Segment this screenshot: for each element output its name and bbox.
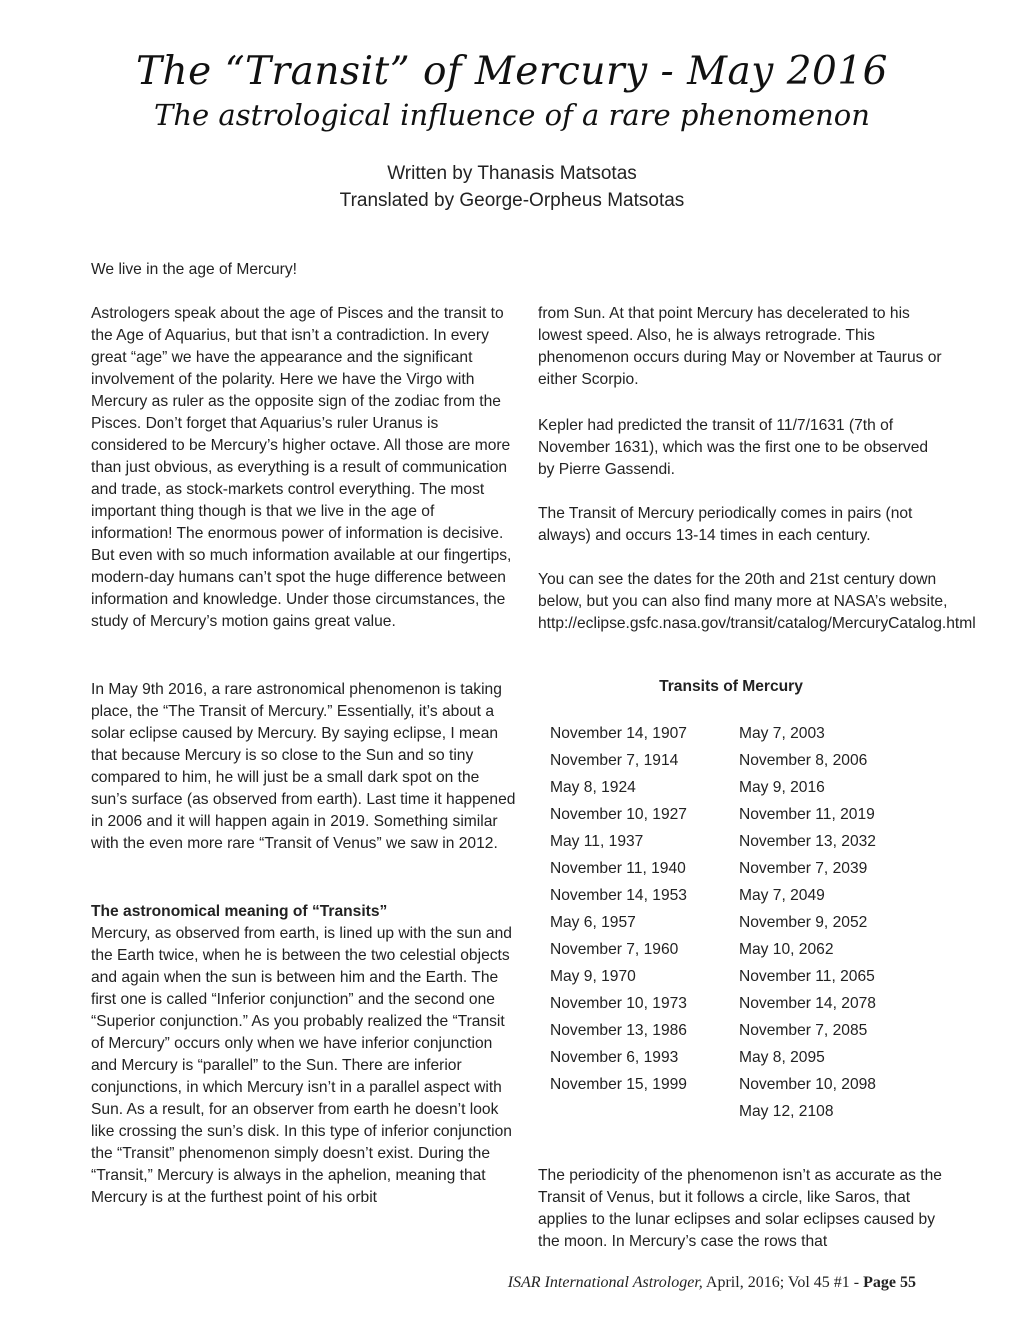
transit-date: May 6, 1957 xyxy=(550,914,636,931)
age-of-mercury-paragraph: Astrologers speak about the age of Pisces and the transit to the Age of Aquarius, but that isn’t a contradiction. In every great “age” we have the appearance and the significant involvement of the polarity. Here we have the Virgo with Mercury as ruler as the opposite sign of the zodiac from the Pisces. Don’t forget that Aquarius’s ruler Uranus is considered to be Mercury’s higher octave. All those are more than just obvious, as everything is a result of communication and trade, as stock-markets control everything. The most important thing though is that we live in the age of information! The enormous power of information is decisive. But even with so much information available at our fingertips, modern-day humans can’t spot the huge difference between information and knowledge. Under those circumstances, the study of Mercury’s motion gains great value. xyxy=(91,305,512,630)
transit-date: November 10, 2098 xyxy=(739,1076,876,1093)
continued-paragraph: from Sun. At that point Mercury has decelerated to his lowest speed. Also, he is always retrograde. This phenomenon occurs during May or November at Taurus or either Scorpio. xyxy=(538,305,942,388)
saros-paragraph: The periodicity of the phenomenon isn’t as accurate as the Transit of Venus, but it follows a circle, like Saros, that applies to the lunar eclipses and solar eclipses caused by the moon. In Mercury’s case the rows that xyxy=(538,1167,942,1250)
phenomenon-paragraph: In May 9th 2016, a rare astronomical phenomenon is taking place, the “The Transit of Mercury.” Essentially, it’s about a solar eclipse caused by Mercury. By saying eclipse, I mean that because Mercury is so close to the Sun and so tiny compared to him, he will just be a small dark spot on the sun’s surface (as observed from earth). Last time it happened in 2006 and it will happen again in 2019. Something similar with the even more rare “Transit of Venus” we saw in 2012. xyxy=(91,681,516,852)
transit-date: May 9, 2016 xyxy=(739,779,825,796)
transits-column-21st-century xyxy=(739,720,919,1125)
astronomical-meaning-paragraph: Mercury, as observed from earth, is lined up with the sun and the Earth twice, when he is between the two celestial objects and again when the sun is between him and the Earth. The first one is called “Inferior conjunction” and the second one “Superior conjunction.” As you probably realized the “Transit of Mercury” occurs only when we have inferior conjunction and Mercury is “parallel” to the Sun. There are inferior conjunctions, in which Mercury isn’t in a parallel aspect with Sun. As a result, for an observer from earth he doesn’t look like crossing the sun’s disk. In this type of inferior conjunction the “Transit” phenomenon simply doesn’t exist. During the “Transit,” Mercury is always in the aphelion, meaning that Mercury is at the furthest point of his orbit xyxy=(91,925,512,1206)
author-line: Written by Thanasis Matsotas xyxy=(387,163,637,184)
kepler-paragraph: Kepler had predicted the transit of 11/7/1631 (7th of November 1631), which was the first one to be observed by Pierre Gassendi. xyxy=(538,417,929,478)
transit-date: May 10, 2062 xyxy=(739,941,834,958)
transit-date: November 14, 2078 xyxy=(739,995,876,1012)
nasa-reference-paragraph: You can see the dates for the 20th and 21st century down below, but you can also find many more at NASA’s website, http://eclipse.gsfc.nasa.gov/transit/catalog/MercuryCatalog.html xyxy=(538,571,976,632)
transit-date: May 8, 2095 xyxy=(739,1049,825,1066)
transit-date: May 7, 2049 xyxy=(739,887,825,904)
transit-date: May 8, 1924 xyxy=(550,779,636,796)
transit-date: May 7, 2003 xyxy=(739,725,825,742)
transit-date: November 14, 1907 xyxy=(550,725,687,742)
transit-date: November 6, 1993 xyxy=(550,1049,679,1066)
transit-date: November 7, 1960 xyxy=(550,941,679,958)
article-title: The “Transit” of Mercury - May 2016 xyxy=(135,49,888,94)
transit-date: November 11, 2065 xyxy=(739,968,875,985)
page-number: Page 55 xyxy=(863,1274,916,1291)
transit-date: May 11, 1937 xyxy=(550,833,644,850)
section-heading: The astronomical meaning of “Transits” xyxy=(91,903,388,920)
transit-date: November 10, 1927 xyxy=(550,806,687,823)
transit-date: November 11, 1940 xyxy=(550,860,686,877)
transit-date: November 7, 2085 xyxy=(739,1022,868,1039)
intro-paragraph: We live in the age of Mercury! xyxy=(91,261,297,278)
transit-date: November 15, 1999 xyxy=(550,1076,687,1093)
transit-date: November 7, 2039 xyxy=(739,860,868,877)
transit-date: November 8, 2006 xyxy=(739,752,868,769)
transit-date: November 13, 2032 xyxy=(739,833,876,850)
transits-table-title: Transits of Mercury xyxy=(659,678,803,695)
page-footer xyxy=(508,1274,916,1292)
transits-column-20th-century xyxy=(550,720,730,1098)
transit-date: November 10, 1973 xyxy=(550,995,687,1012)
translator-line: Translated by George-Orpheus Matsotas xyxy=(339,190,685,211)
periodicity-count-paragraph: The Transit of Mercury periodically comes in pairs (not always) and occurs 13-14 times in each century. xyxy=(538,505,913,544)
transit-date: November 14, 1953 xyxy=(550,887,687,904)
transit-date: November 11, 2019 xyxy=(739,806,875,823)
transit-date: May 12, 2108 xyxy=(739,1103,834,1120)
transit-date: November 7, 1914 xyxy=(550,752,679,769)
publication-name: ISAR International Astrologer, xyxy=(507,1274,703,1291)
transit-date: November 9, 2052 xyxy=(739,914,868,931)
transit-date: May 9, 1970 xyxy=(550,968,636,985)
article-subtitle: The astrological influence of a rare phenomenon xyxy=(154,98,870,132)
issue-info: April, 2016; Vol 45 #1 - xyxy=(705,1274,860,1291)
transit-date: November 13, 1986 xyxy=(550,1022,687,1039)
